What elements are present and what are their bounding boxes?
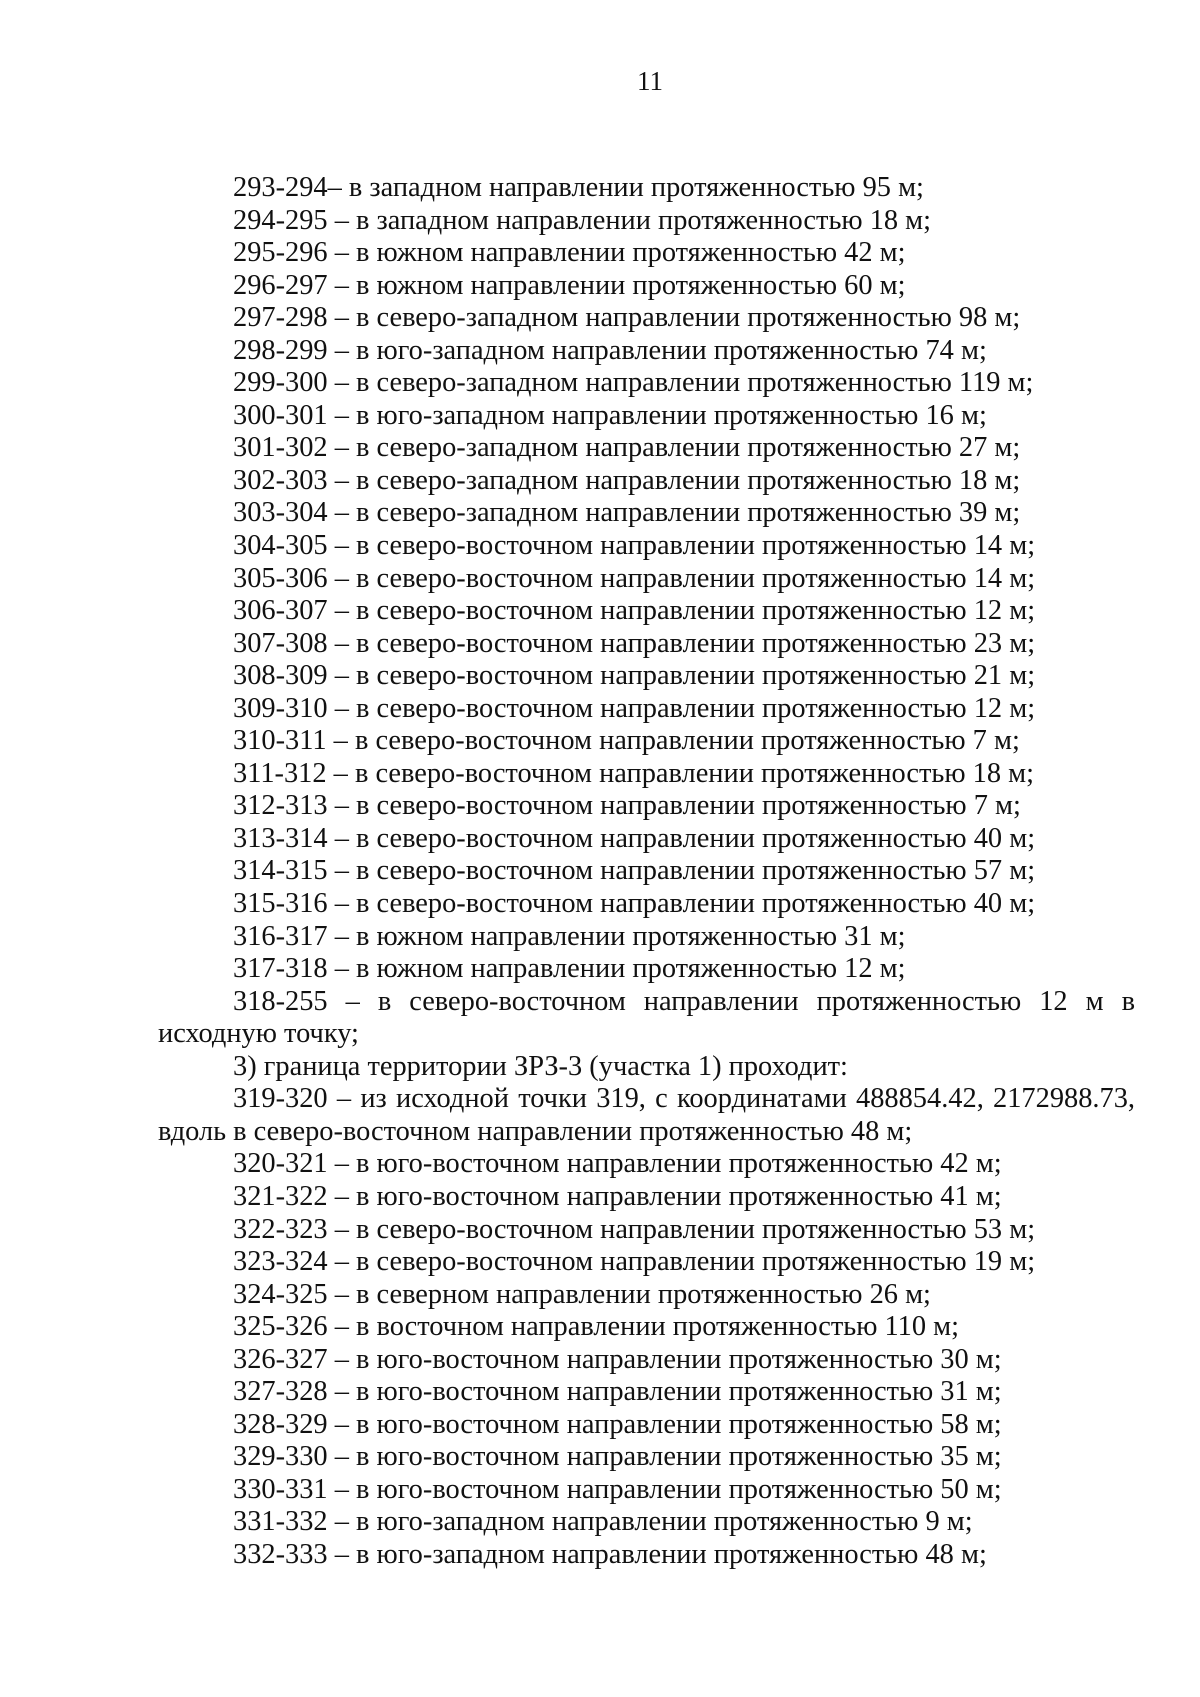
paragraph: 298-299 – в юго-западном направлении протяженностью 74 м; xyxy=(233,334,987,366)
paragraph: 311-312 – в северо-восточном направлении протяженностью 18 м; xyxy=(233,757,1035,789)
paragraph: 295-296 – в южном направлении протяженностью 42 м; xyxy=(233,237,906,269)
paragraph: 301-302 – в северо-западном направлении протяженностью 27 м; xyxy=(233,432,1021,464)
document-body xyxy=(158,172,1135,1572)
paragraph: 306-307 – в северо-восточном направлении протяженностью 12 м; xyxy=(233,595,1036,627)
paragraph: 305-306 – в северо-восточном направлении протяженностью 14 м; xyxy=(233,562,1036,594)
paragraph: 308-309 – в северо-восточном направлении протяженностью 21 м; xyxy=(233,660,1036,692)
paragraph: 330-331 – в юго-восточном направлении протяженностью 50 м; xyxy=(233,1473,1002,1505)
paragraph: 320-321 – в юго-восточном направлении протяженностью 42 м; xyxy=(233,1148,1002,1180)
paragraph: 293-294– в западном направлении протяженностью 95 м; xyxy=(233,172,924,203)
paragraph: 329-330 – в юго-восточном направлении протяженностью 35 м; xyxy=(233,1441,1002,1473)
paragraph: 302-303 – в северо-западном направлении протяженностью 18 м; xyxy=(233,464,1021,496)
paragraph: 323-324 – в северо-восточном направлении протяженностью 19 м; xyxy=(233,1246,1036,1278)
paragraph: 299-300 – в северо-западном направлении протяженностью 119 м; xyxy=(233,367,1034,399)
paragraph: 314-315 – в северо-восточном направлении протяженностью 57 м; xyxy=(233,855,1036,887)
paragraph: 303-304 – в северо-западном направлении протяженностью 39 м; xyxy=(233,497,1021,529)
paragraph: 325-326 – в восточном направлении протяженностью 110 м; xyxy=(233,1311,959,1343)
paragraph: 300-301 – в юго-западном направлении протяженностью 16 м; xyxy=(233,399,987,431)
paragraph: 312-313 – в северо-восточном направлении протяженностью 7 м; xyxy=(233,790,1021,822)
paragraph: 328-329 – в юго-восточном направлении протяженностью 58 м; xyxy=(233,1408,1002,1440)
paragraph: 332-333 – в юго-западном направлении протяженностью 48 м; xyxy=(233,1538,987,1570)
paragraph: 324-325 – в северном направлении протяженностью 26 м; xyxy=(233,1278,931,1310)
paragraph: 317-318 – в южном направлении протяженностью 12 м; xyxy=(233,953,906,985)
page-number: 11 xyxy=(637,66,663,96)
paragraph: 313-314 – в северо-восточном направлении протяженностью 40 м; xyxy=(233,822,1036,854)
paragraph: 294-295 – в западном направлении протяженностью 18 м; xyxy=(233,204,932,236)
paragraph: 3) граница территории ЗРЗ-3 (участка 1) проходит: xyxy=(233,1050,848,1082)
paragraph: 310-311 – в северо-восточном направлении протяженностью 7 м; xyxy=(233,725,1020,757)
paragraph: 296-297 – в южном направлении протяженностью 60 м; xyxy=(233,269,906,301)
paragraph: 326-327 – в юго-восточном направлении протяженностью 30 м; xyxy=(233,1343,1002,1375)
paragraph: 304-305 – в северо-восточном направлении протяженностью 14 м; xyxy=(233,530,1036,562)
paragraph: 315-316 – в северо-восточном направлении протяженностью 40 м; xyxy=(233,888,1036,920)
paragraph: 321-322 – в юго-восточном направлении протяженностью 41 м; xyxy=(233,1180,1002,1212)
paragraph: 327-328 – в юго-восточном направлении протяженностью 31 м; xyxy=(233,1376,1002,1408)
paragraph: 322-323 – в северо-восточном направлении протяженностью 53 м; xyxy=(233,1213,1036,1245)
paragraph: 316-317 – в южном направлении протяженностью 31 м; xyxy=(233,920,906,952)
paragraph: 307-308 – в северо-восточном направлении протяженностью 23 м; xyxy=(233,627,1036,659)
paragraph: 331-332 – в юго-западном направлении протяженностью 9 м; xyxy=(233,1506,973,1538)
paragraph: 297-298 – в северо-западном направлении протяженностью 98 м; xyxy=(233,302,1021,334)
paragraph: 319-320 – из исходной точки 319, с координатами 488854.42, 2172988.73, вдоль в северо-восточном направлении протяженностью 48 м; xyxy=(158,1083,1135,1147)
paragraph: 309-310 – в северо-восточном направлении протяженностью 12 м; xyxy=(233,692,1036,724)
paragraph: 318-255 – в северо-восточном направлении протяженностью 12 м в исходную точку; xyxy=(158,985,1135,1050)
